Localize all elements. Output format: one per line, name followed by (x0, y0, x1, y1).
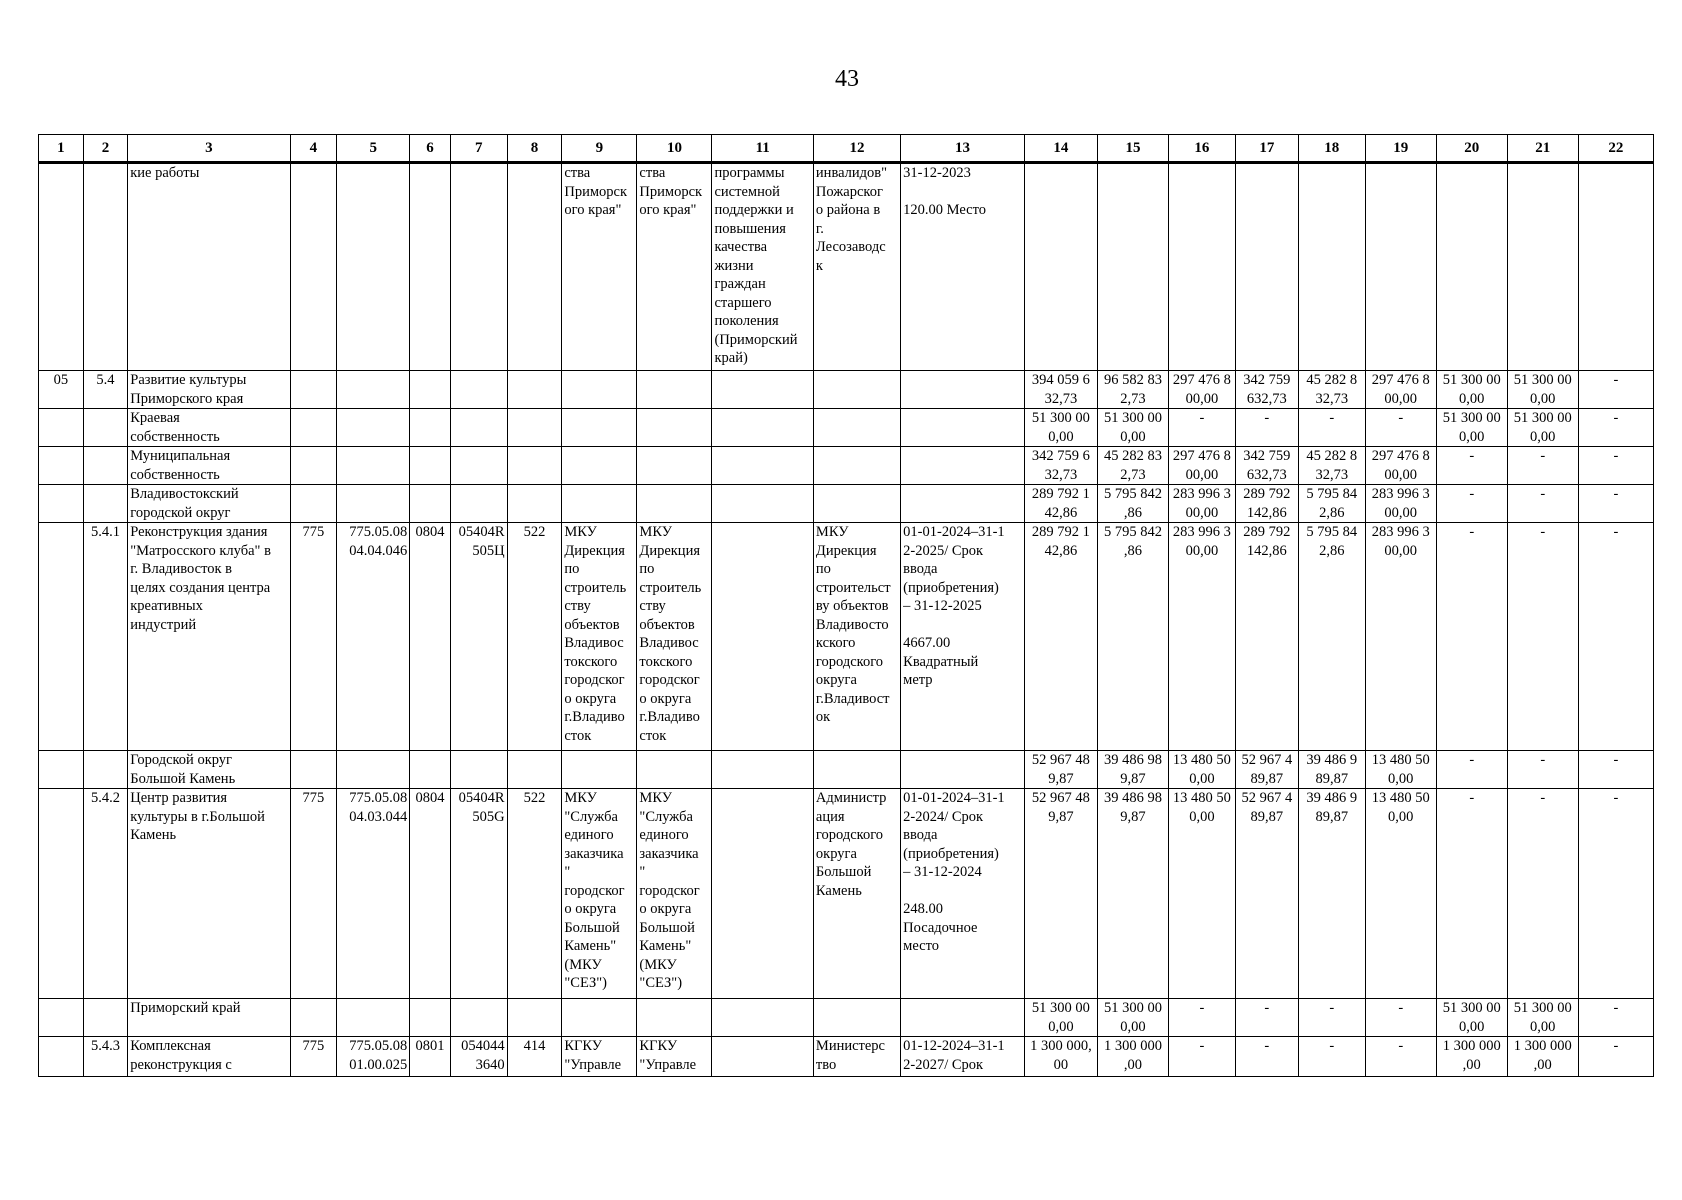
table-cell: - (1578, 485, 1653, 523)
column-header: 15 (1097, 135, 1168, 163)
table-cell: программы системной поддержки и повышения качества жизни граждан старшего поколения (Приморский край) (712, 163, 813, 371)
table-cell (1507, 163, 1578, 371)
table-row (39, 485, 1654, 523)
table-cell (507, 999, 562, 1037)
table-cell (637, 751, 712, 789)
column-header: 9 (562, 135, 637, 163)
table-cell (83, 751, 128, 789)
table-cell (39, 751, 84, 789)
table-cell (507, 485, 562, 523)
column-header: 3 (128, 135, 290, 163)
table-cell (410, 751, 451, 789)
column-header: 12 (813, 135, 900, 163)
table-cell: 51 300 00 0,00 (1097, 409, 1168, 447)
table-cell: 5.4 (83, 371, 128, 409)
table-cell (450, 371, 507, 409)
table-cell (337, 163, 410, 371)
table-cell: 5.4.1 (83, 523, 128, 751)
column-header: 11 (712, 135, 813, 163)
table-cell: - (1168, 999, 1235, 1037)
table-cell: кие работы (128, 163, 290, 371)
table-row (39, 751, 1654, 789)
table-cell: 283 996 3 00,00 (1365, 485, 1436, 523)
table-cell (901, 751, 1025, 789)
table-cell (410, 163, 451, 371)
table-cell: 5 795 842 ,86 (1097, 485, 1168, 523)
table-cell (450, 751, 507, 789)
table-cell: - (1436, 485, 1507, 523)
table-cell: 1 300 000 ,00 (1097, 1037, 1168, 1077)
table-cell: 13 480 50 0,00 (1168, 751, 1235, 789)
table-cell: 283 996 3 00,00 (1168, 523, 1235, 751)
table-cell: - (1298, 999, 1365, 1037)
table-cell (562, 751, 637, 789)
table-cell (290, 751, 337, 789)
table-cell: - (1168, 409, 1235, 447)
table-cell: 5.4.2 (83, 789, 128, 999)
table-cell (39, 163, 84, 371)
table-cell (290, 163, 337, 371)
table-cell (410, 447, 451, 485)
table-cell (901, 371, 1025, 409)
table-cell: МКУ Дирекция по строитель ству объектов Владивос токского городског о округа г.Владиво сток (562, 523, 637, 751)
table-cell: - (1578, 789, 1653, 999)
table-row (39, 999, 1654, 1037)
table-cell: 31-12-2023 120.00 Место (901, 163, 1025, 371)
column-header: 7 (450, 135, 507, 163)
table-cell: 5.4.3 (83, 1037, 128, 1077)
column-header: 18 (1298, 135, 1365, 163)
table-cell: ства Приморск ого края" (562, 163, 637, 371)
table-cell (290, 999, 337, 1037)
table-cell: - (1298, 1037, 1365, 1077)
table-cell: КГКУ "Управле (562, 1037, 637, 1077)
table-body (39, 163, 1654, 1077)
table-cell (337, 751, 410, 789)
table-cell (83, 447, 128, 485)
column-header: 16 (1168, 135, 1235, 163)
table-cell: - (1507, 523, 1578, 751)
table-row (39, 1037, 1654, 1077)
table-cell (1365, 163, 1436, 371)
table-cell: 05404R 505Ц (450, 523, 507, 751)
table-cell (1235, 163, 1298, 371)
table-cell (337, 409, 410, 447)
table-cell: - (1507, 751, 1578, 789)
table-cell: 414 (507, 1037, 562, 1077)
table-cell: 39 486 9 89,87 (1298, 789, 1365, 999)
table-cell: 45 282 8 32,73 (1298, 447, 1365, 485)
table-cell: 775 (290, 523, 337, 751)
table-cell (337, 371, 410, 409)
table-cell: - (1578, 999, 1653, 1037)
table-cell (450, 409, 507, 447)
column-header: 20 (1436, 135, 1507, 163)
table-cell: Краевая собственность (128, 409, 290, 447)
table-cell: 39 486 98 9,87 (1097, 751, 1168, 789)
table-cell (562, 371, 637, 409)
column-header: 13 (901, 135, 1025, 163)
table-cell (337, 485, 410, 523)
table-cell (410, 371, 451, 409)
table-cell: 283 996 3 00,00 (1365, 523, 1436, 751)
table-cell: Развитие культуры Приморского края (128, 371, 290, 409)
table-cell (39, 999, 84, 1037)
table-cell: 342 759 632,73 (1235, 447, 1298, 485)
table-cell (562, 409, 637, 447)
table-cell (410, 485, 451, 523)
table-cell: 775.05.08 01.00.025 (337, 1037, 410, 1077)
table-cell (813, 409, 900, 447)
table-cell: - (1235, 409, 1298, 447)
table-cell: 394 059 6 32,73 (1024, 371, 1097, 409)
table-cell: 45 282 83 2,73 (1097, 447, 1168, 485)
table-cell (813, 999, 900, 1037)
table-cell: - (1507, 485, 1578, 523)
column-header: 22 (1578, 135, 1653, 163)
table-cell (712, 999, 813, 1037)
table-cell (410, 999, 451, 1037)
table-cell: - (1365, 999, 1436, 1037)
column-header: 4 (290, 135, 337, 163)
table-cell (337, 999, 410, 1037)
table-cell: 5 795 84 2,86 (1298, 523, 1365, 751)
table-cell: - (1235, 1037, 1298, 1077)
table-cell (83, 163, 128, 371)
column-header: 17 (1235, 135, 1298, 163)
table-cell: - (1578, 1037, 1653, 1077)
budget-table (38, 134, 1654, 1077)
table-cell: инвалидов" Пожарског о района в г. Лесозаводс к (813, 163, 900, 371)
table-cell (290, 447, 337, 485)
table-cell (712, 1037, 813, 1077)
table-cell: 01-01-2024–31-1 2-2025/ Срок ввода (приобретения) – 31-12-2025 4667.00 Квадратный метр (901, 523, 1025, 751)
table-cell (83, 485, 128, 523)
table-cell: 1 300 000 ,00 (1436, 1037, 1507, 1077)
table-cell: 1 300 000, 00 (1024, 1037, 1097, 1077)
table-cell: 289 792 1 42,86 (1024, 523, 1097, 751)
table-cell: 289 792 1 42,86 (1024, 485, 1097, 523)
column-header: 8 (507, 135, 562, 163)
table-cell (450, 447, 507, 485)
table-cell (1436, 163, 1507, 371)
table-cell: 342 759 632,73 (1235, 371, 1298, 409)
table-row (39, 447, 1654, 485)
table-cell: 522 (507, 789, 562, 999)
table-cell: 13 480 50 0,00 (1168, 789, 1235, 999)
table-cell (39, 409, 84, 447)
column-header: 21 (1507, 135, 1578, 163)
table-cell: Министерс тво (813, 1037, 900, 1077)
table-row (39, 163, 1654, 371)
table-cell: 0804 (410, 789, 451, 999)
table-cell (562, 447, 637, 485)
table-cell: 5 795 84 2,86 (1298, 485, 1365, 523)
table-cell (290, 409, 337, 447)
table-cell: 45 282 8 32,73 (1298, 371, 1365, 409)
table-cell (637, 447, 712, 485)
table-cell (813, 371, 900, 409)
table-cell: 13 480 50 0,00 (1365, 789, 1436, 999)
table-cell: - (1365, 409, 1436, 447)
table-cell (39, 523, 84, 751)
table-cell (712, 523, 813, 751)
table-cell: 05404R 505G (450, 789, 507, 999)
table-cell: 96 582 83 2,73 (1097, 371, 1168, 409)
table-cell (712, 751, 813, 789)
table-cell: 39 486 9 89,87 (1298, 751, 1365, 789)
table-cell: 775 (290, 1037, 337, 1077)
column-header: 2 (83, 135, 128, 163)
table-cell: 054044 3640 (450, 1037, 507, 1077)
table-cell (507, 409, 562, 447)
table-cell: - (1578, 371, 1653, 409)
table-cell: 297 476 8 00,00 (1168, 371, 1235, 409)
table-cell: 297 476 8 00,00 (1168, 447, 1235, 485)
table-cell: Реконструкция здания "Матросского клуба" в г. Владивосток в целях создания центра креативных индустрий (128, 523, 290, 751)
table-cell: МКУ Дирекция по строитель ству объектов Владивос токского городског о округа г.Владиво сток (637, 523, 712, 751)
table-cell: - (1578, 409, 1653, 447)
table-cell: Комплексная реконструкция с (128, 1037, 290, 1077)
table-cell: 51 300 00 0,00 (1024, 999, 1097, 1037)
table-cell (562, 485, 637, 523)
table-row (39, 371, 1654, 409)
table-cell: - (1436, 523, 1507, 751)
table-cell: - (1578, 523, 1653, 751)
table-cell (507, 163, 562, 371)
table-cell: 0801 (410, 1037, 451, 1077)
table-cell: 51 300 00 0,00 (1507, 409, 1578, 447)
table-cell (83, 999, 128, 1037)
table-cell: 51 300 00 0,00 (1097, 999, 1168, 1037)
table-cell: ства Приморск ого края" (637, 163, 712, 371)
table-cell (1024, 163, 1097, 371)
column-header: 6 (410, 135, 451, 163)
table-cell: 0804 (410, 523, 451, 751)
table-cell: 775.05.08 04.03.044 (337, 789, 410, 999)
table-cell (813, 485, 900, 523)
table-cell: - (1436, 789, 1507, 999)
table-cell (39, 447, 84, 485)
table-cell: - (1436, 447, 1507, 485)
table-cell (637, 999, 712, 1037)
table-cell (39, 789, 84, 999)
table-cell: - (1578, 447, 1653, 485)
table-cell: 51 300 00 0,00 (1507, 371, 1578, 409)
table-cell: 51 300 00 0,00 (1436, 409, 1507, 447)
table-cell: - (1436, 751, 1507, 789)
table-cell (712, 447, 813, 485)
table-cell (507, 447, 562, 485)
table-cell: 52 967 4 89,87 (1235, 751, 1298, 789)
table-cell: 775 (290, 789, 337, 999)
table-cell: КГКУ "Управле (637, 1037, 712, 1077)
table-cell (1168, 163, 1235, 371)
table-cell: Городской округ Большой Камень (128, 751, 290, 789)
table-cell (1298, 163, 1365, 371)
table-cell (410, 409, 451, 447)
table-cell (901, 999, 1025, 1037)
table-cell (901, 485, 1025, 523)
table-cell: МКУ "Служба единого заказчика " городског о округа Большой Камень" (МКУ "СЕЗ") (637, 789, 712, 999)
table-cell: 51 300 00 0,00 (1024, 409, 1097, 447)
table-cell (1578, 163, 1653, 371)
table-cell (712, 485, 813, 523)
table-cell: 05 (39, 371, 84, 409)
table-cell (290, 485, 337, 523)
column-header: 14 (1024, 135, 1097, 163)
table-cell: - (1168, 1037, 1235, 1077)
table-cell (712, 409, 813, 447)
table-cell: 522 (507, 523, 562, 751)
table-cell: 297 476 8 00,00 (1365, 447, 1436, 485)
table-cell: - (1507, 447, 1578, 485)
table-cell: - (1298, 409, 1365, 447)
table-cell (450, 999, 507, 1037)
table-cell (290, 371, 337, 409)
table-cell (712, 789, 813, 999)
table-row (39, 409, 1654, 447)
table-cell (450, 163, 507, 371)
table-cell (637, 409, 712, 447)
table-cell: 51 300 00 0,00 (1507, 999, 1578, 1037)
table-cell (637, 485, 712, 523)
table-cell: 289 792 142,86 (1235, 523, 1298, 751)
table-header-row (39, 135, 1654, 163)
table-cell: Приморский край (128, 999, 290, 1037)
table-cell (813, 751, 900, 789)
table-cell: 289 792 142,86 (1235, 485, 1298, 523)
table-cell (83, 409, 128, 447)
table-cell (901, 447, 1025, 485)
table-cell (813, 447, 900, 485)
table-cell: 51 300 00 0,00 (1436, 999, 1507, 1037)
table-cell: 01-12-2024–31-1 2-2027/ Срок (901, 1037, 1025, 1077)
table-cell (901, 409, 1025, 447)
table-cell: Центр развития культуры в г.Большой Камень (128, 789, 290, 999)
table-cell (337, 447, 410, 485)
table-row (39, 789, 1654, 999)
table-cell: - (1578, 751, 1653, 789)
table-cell: МКУ Дирекция по строительст ву объектов Владивосто кского городского округа г.Владивост ок (813, 523, 900, 751)
column-header: 19 (1365, 135, 1436, 163)
table-cell: Владивостокский городской округ (128, 485, 290, 523)
table-cell: - (1235, 999, 1298, 1037)
table-cell (1097, 163, 1168, 371)
table-cell: МКУ "Служба единого заказчика " городског о округа Большой Камень" (МКУ "СЕЗ") (562, 789, 637, 999)
column-header: 1 (39, 135, 84, 163)
table-cell: 13 480 50 0,00 (1365, 751, 1436, 789)
table-cell: 01-01-2024–31-1 2-2024/ Срок ввода (приобретения) – 31-12-2024 248.00 Посадочное место (901, 789, 1025, 999)
table-cell: 283 996 3 00,00 (1168, 485, 1235, 523)
table-cell: - (1507, 789, 1578, 999)
table-cell: 5 795 842 ,86 (1097, 523, 1168, 751)
table-cell: - (1365, 1037, 1436, 1077)
table-cell: 297 476 8 00,00 (1365, 371, 1436, 409)
column-header: 5 (337, 135, 410, 163)
table-cell: 342 759 6 32,73 (1024, 447, 1097, 485)
table-cell: 52 967 48 9,87 (1024, 789, 1097, 999)
table-cell: 51 300 00 0,00 (1436, 371, 1507, 409)
table-cell (39, 485, 84, 523)
table-row (39, 523, 1654, 751)
column-header: 10 (637, 135, 712, 163)
table-cell: Администр ация городского округа Большой Камень (813, 789, 900, 999)
table-cell: 775.05.08 04.04.046 (337, 523, 410, 751)
table-cell (39, 1037, 84, 1077)
table-cell: 39 486 98 9,87 (1097, 789, 1168, 999)
table-cell (450, 485, 507, 523)
table-cell (712, 371, 813, 409)
table-cell (562, 999, 637, 1037)
table-cell: 1 300 000 ,00 (1507, 1037, 1578, 1077)
table-cell: 52 967 4 89,87 (1235, 789, 1298, 999)
table-cell: 52 967 48 9,87 (1024, 751, 1097, 789)
table-cell (507, 371, 562, 409)
table-cell (507, 751, 562, 789)
table-cell (637, 371, 712, 409)
table-cell: Муниципальная собственность (128, 447, 290, 485)
